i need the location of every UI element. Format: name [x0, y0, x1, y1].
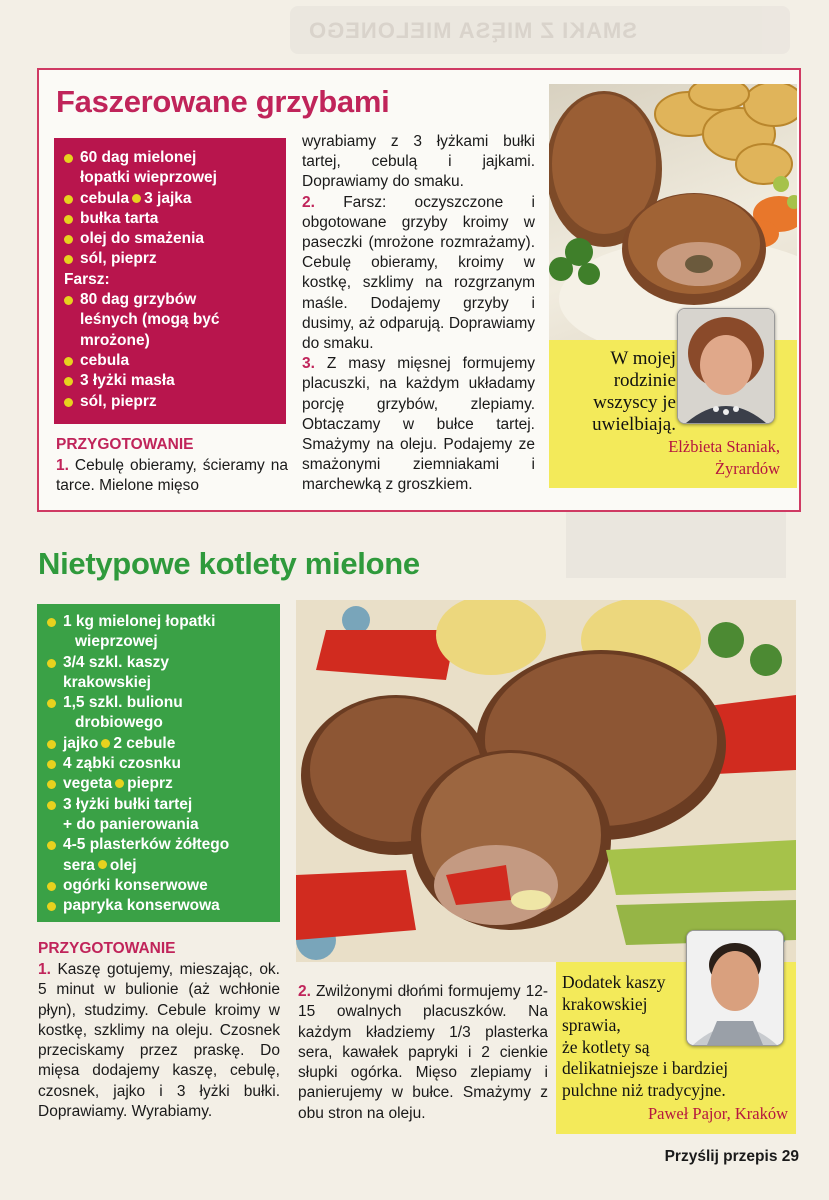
ingredient: mrożone) — [80, 331, 150, 349]
ingredient: łopatki wieprzowej — [80, 169, 217, 187]
ingredient: 4 ząbki czosnku — [47, 754, 274, 774]
recipe-1-quote: W mojej rodzinie wszyscy je uwielbiają. — [592, 348, 676, 435]
ingredient: 80 dag grzybów — [64, 290, 278, 310]
bullet-icon — [101, 739, 110, 748]
recipe-2-step-2: 2. Zwilżonymi dłońmi formujemy 12-15 owalnych placuszków. Na każdym kładziemy 1/3 plasterka sera, kawałek papryki i 2 cienkie słupki ogórka. Mięso zlepiamy i panierujemy w bułce. Smażymy z obu stron na oleju. — [298, 983, 548, 1122]
recipe-1-title: Faszerowane grzybami — [56, 84, 390, 119]
recipe-1-step-2: Farsz: oczyszczone i obgotowane grzyby kroimy w paseczki (mrożone rozmrażamy). Cebulę obieramy, kroimy w kostkę, szklimy na rozgrzanym maśle. Dodajemy grzyby i dusimy, aż odparują. Doprawiamy do smaku. — [302, 193, 535, 353]
ingredient: cebula — [64, 351, 278, 371]
ingredient: 1,5 szkl. bulionu — [47, 693, 274, 713]
recipe-1-ingredients-box — [54, 138, 286, 424]
ingredient-subheading: Farsz: — [64, 270, 110, 288]
ingredient: 60 dag mielonej — [64, 148, 278, 168]
ingredient: 1 kg mielonej łopatki — [47, 612, 274, 632]
recipe-2-title: Nietypowe kotlety mielone — [38, 546, 420, 581]
page-footer: Przyślij przepis 29 — [664, 1148, 799, 1165]
ingredient: + do panierowania — [63, 815, 199, 833]
ingredient: bułka tarta — [64, 209, 278, 229]
ingredient: drobiowego — [75, 714, 163, 732]
ingredient: krakowskiej — [63, 673, 151, 691]
recipe-1-column-2: wyrabiamy z 3 łyżkami bułki tartej, cebulą i jajkami. Doprawiamy do smaku. 2. Farsz: oczyszczone i obgotowane grzyby kroimy w paseczki (mrożone rozmrażamy). Cebulę obieramy, kroimy w kostkę, szklimy na rozgrzanym maśle. Dodajemy grzyby i dusimy, aż odparują. Doprawiamy do smaku. 3. Z masy mięsnej formujemy placuszki, na każdym układamy porcję grzybów, zlepiamy. Obtaczamy w bułce tartej. Smażymy na oleju. Podajemy ze smażonymi ziemniakami i marchewką z groszkiem. — [302, 133, 535, 494]
ingredient: 3 łyżki masła — [64, 371, 278, 391]
recipe-2-photo — [296, 600, 796, 962]
recipe-1-author: Elżbieta Staniak, Żyrardów — [668, 437, 780, 478]
recipe-1-photo — [549, 84, 797, 340]
recipe-1-step-1: 1. Cebulę obieramy, ścieramy na tarce. Mielone mięso — [56, 457, 288, 494]
background-bleed — [566, 512, 786, 578]
section-header-label: SMAKI Z MIĘSA MIELONEGO — [308, 18, 637, 43]
recipe-2-step-1: 1. Kaszę gotujemy, mieszając, ok. 5 minut w bulionie (aż wchłonie płyn), studzimy. Cebule kroimy w kostkę, szklimy na oleju. Czosnek przeciskamy przez praskę. Do mięsa dodajemy kaszę, cebulę, czosnek, jajko i 3 łyżki bułki. Doprawiamy. Wyrabiamy. — [38, 961, 280, 1121]
author-1-avatar — [677, 308, 775, 424]
ingredient: vegeta pieprz — [47, 774, 274, 794]
recipe-1-step-3: Z masy mięsnej formujemy placuszki, na każdym układamy porcję grzybów, zlepiamy. Obtaczamy w bułce tartej. Smażymy na oleju. Podajemy ze smażonymi ziemniakami i marchewką z groszkiem. — [302, 355, 535, 494]
ingredient: sera olej — [63, 856, 137, 874]
ingredient: 3 łyżki bułki tartej — [47, 795, 274, 815]
author-2-avatar — [686, 930, 784, 1046]
ingredient: papryka konserwowa — [47, 896, 274, 916]
ingredient: cebula 3 jajka — [64, 189, 278, 209]
recipe-2-prep-heading: PRZYGOTOWANIE — [38, 940, 176, 957]
ingredient: sól, pieprz — [64, 392, 278, 412]
recipe-1-prep-heading: PRZYGOTOWANIE — [56, 436, 194, 453]
ingredient: 4-5 plasterków żółtego — [47, 835, 274, 855]
bullet-icon — [132, 194, 141, 203]
ingredient: wieprzowej — [75, 633, 158, 651]
ingredient: 3/4 szkl. kaszy — [47, 653, 274, 673]
section-header — [290, 6, 790, 54]
recipe-2-ingredients — [47, 612, 274, 916]
ingredient: sól, pieprz — [64, 249, 278, 269]
ingredient: olej do smażenia — [64, 229, 278, 249]
recipe-1-ingredients — [64, 148, 278, 412]
recipe-2-author: Paweł Pajor, Kraków — [647, 1104, 788, 1123]
recipe-1-step-1-cont: wyrabiamy z 3 łyżkami bułki tartej, cebulą i jajkami. Doprawiamy do smaku. — [302, 133, 535, 191]
ingredient: leśnych (mogą być — [80, 311, 220, 329]
recipe-2-ingredients-box — [37, 604, 280, 922]
recipe-2-quote: Dodatek kaszy krakowskiej sprawia, że kotlety są delikatniejsze i bardziej pulchne niż tradycyjne. — [562, 972, 729, 1100]
ingredient: jajko 2 cebule — [47, 734, 274, 754]
bullet-icon — [115, 779, 124, 788]
ingredient: ogórki konserwowe — [47, 876, 274, 896]
bullet-icon — [98, 860, 107, 869]
